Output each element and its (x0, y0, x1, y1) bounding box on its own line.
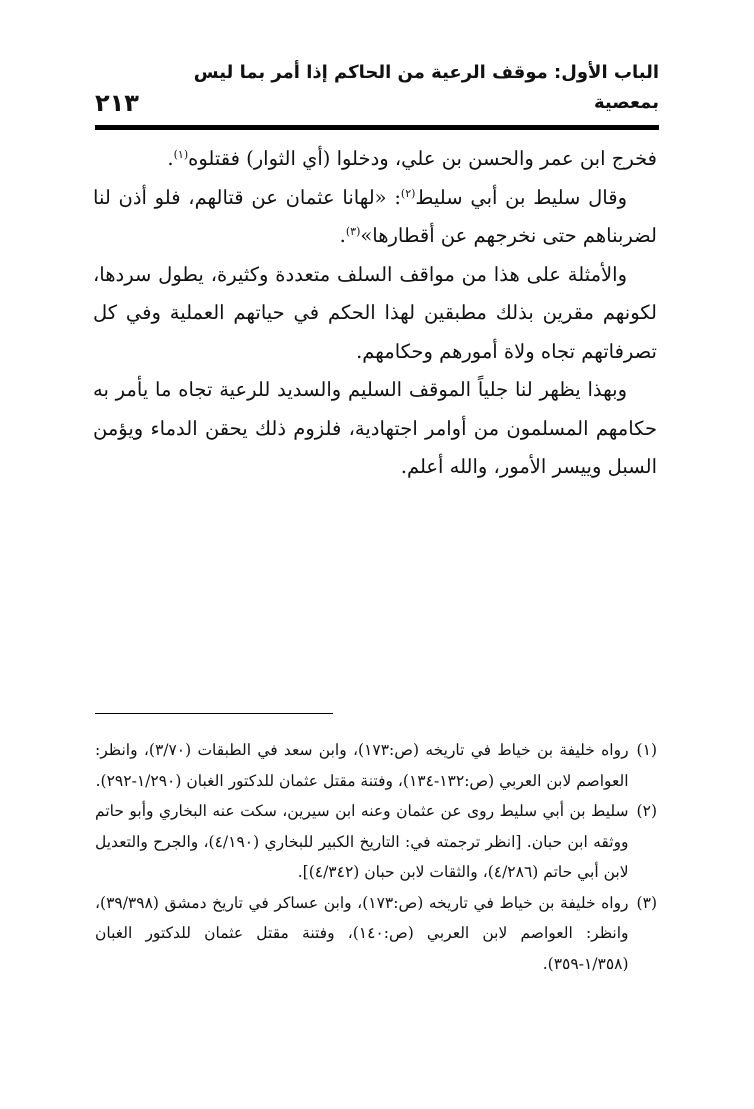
paragraph-1-end: . (167, 147, 174, 170)
footnote-number: (١) (636, 741, 657, 759)
paragraph-2-text: وقال سليط بن أبي سليط (415, 185, 627, 209)
paragraph-2-end: . (339, 224, 346, 247)
running-header (95, 62, 659, 118)
footnote-text: رواه خليفة بن خياط في تاريخه (ص:١٧٣)، وابن سعد في الطبقات (٣/٧٠)، وانظر: العواصم لابن العربي (ص:١٣٢-١٣٤)، وفتنة مقتل عثمان للدكتور الغبان (١/٢٩٠-٢٩٢). (95, 741, 629, 790)
footnote-number: (٢) (636, 802, 657, 820)
footnote-ref-3: (٣) (345, 225, 361, 238)
footnote-2 (95, 796, 657, 888)
footnote-separator (95, 713, 333, 714)
paragraph-1-text: فخرج ابن عمر والحسن بن علي، ودخلوا (أي الثوار) فقتلوه (188, 147, 657, 170)
footnote-text: رواه خليفة بن خياط في تاريخه (ص:١٧٣)، وابن عساكر في تاريخ دمشق (٣٩/٣٩٨)، وانظر: العواصم لابن العربي (ص:١٤٠)، وفتنة مقتل عثمان للدكتور الغبان (١/٣٥٨-٣٥٩). (95, 893, 629, 973)
paragraph-3: والأمثلة على هذا من مواقف السلف متعددة وكثيرة، يطول سردها، لكونهم مقرين بذلك مطبقين لهذا الحكم في حياتهم العملية وفي كل تصرفاتهم تجاه ولاة أمورهم وحكامهم. (93, 262, 657, 363)
paragraph-2 (93, 179, 657, 256)
footnote-number: (٣) (636, 893, 657, 912)
page-number: ٢١٣ (95, 89, 139, 117)
footnote-ref-1: (١) (173, 148, 189, 161)
header-rule (95, 125, 659, 130)
footnote-1 (95, 735, 657, 796)
footnotes (95, 735, 657, 979)
footnote-ref-2: (٢) (400, 186, 416, 200)
paragraph-4: وبهذا يظهر لنا جلياً الموقف السليم والسديد للرعية تجاه ما يأمر به حكامهم المسلمون من أوامر اجتهادية، فلزوم ذلك يحقن الدماء ويؤمن السبل وييسر الأمور، والله أعلم. (93, 378, 657, 478)
paragraph-1 (93, 140, 657, 179)
paragraph-2-quote: : «لهانا عثمان عن قتالهم، فلو أذن لنا لضربناهم حتى نخرجهم عن أقطارها» (93, 185, 657, 247)
chapter-title: الباب الأول: موقف الرعية من الحاكم إذا أمر بما ليس بمعصية (193, 62, 659, 113)
main-text (93, 140, 657, 487)
footnote-text: سليط بن أبي سليط روى عن عثمان وعنه ابن سيرين، سكت عنه البخاري وأبو حاتم ووثقه ابن حبان. [انظر ترجمته في: التاريخ الكبير للبخاري (٤/١٩٠)، والجرح والتعديل لابن أبي حاتم (٤/٢٨٦)، والثقات لابن حبان (٤/٣٤٢)]. (95, 802, 629, 881)
footnote-3 (95, 888, 657, 980)
